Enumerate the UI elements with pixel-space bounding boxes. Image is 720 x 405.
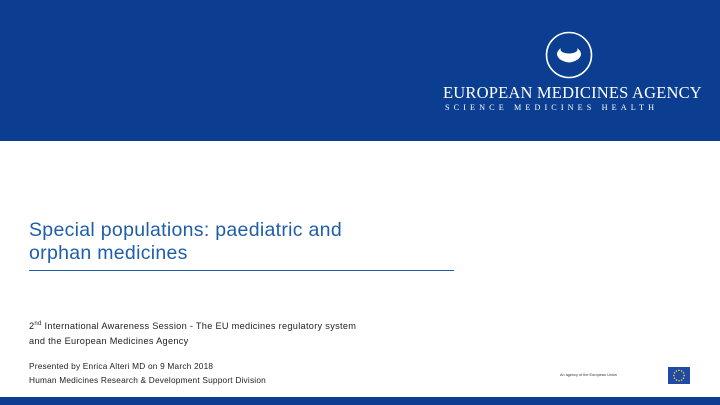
footer-band xyxy=(0,397,720,405)
eu-flag-star xyxy=(683,375,685,377)
eu-flag-star xyxy=(678,380,680,382)
ema-logo-icon xyxy=(545,31,593,79)
session-description xyxy=(29,317,479,349)
session-ordinal-suffix: nd xyxy=(34,321,42,327)
eu-flag-star xyxy=(676,370,678,372)
slide-title-line-2: orphan medicines xyxy=(29,242,188,264)
slide-title-line-1: Special populations: paediatric and xyxy=(29,219,342,241)
eu-flag-star xyxy=(676,379,678,381)
header-band xyxy=(0,0,720,141)
eu-flag-star xyxy=(673,375,675,377)
session-ordinal: 2 xyxy=(29,321,35,331)
session-line-1 xyxy=(29,317,479,334)
eu-agency-label: An agency of the European Union xyxy=(560,373,617,377)
eu-flag-star xyxy=(678,370,680,372)
presenter-line: Presented by Enrica Alteri MD on 9 March 2018 xyxy=(29,361,214,371)
eu-flag-star xyxy=(683,377,685,379)
session-line-2: and the European Medicines Agency xyxy=(29,336,189,346)
eu-flag-star xyxy=(681,379,683,381)
agency-name: EUROPEAN MEDICINES AGENCY xyxy=(443,83,702,102)
agency-tagline: SCIENCE MEDICINES HEALTH xyxy=(445,103,659,112)
eu-flag-icon xyxy=(668,367,690,384)
session-title: International Awareness Session - The EU medicines regulatory system xyxy=(41,321,357,331)
slide-title xyxy=(29,219,459,265)
division-line: Human Medicines Research & Development Support Division xyxy=(29,375,266,385)
eu-flag-star xyxy=(674,372,676,374)
eu-flag-star xyxy=(674,377,676,379)
title-divider xyxy=(29,270,454,271)
eu-flag-star xyxy=(683,372,685,374)
eu-flag-star xyxy=(681,370,683,372)
presenter-info xyxy=(29,359,429,387)
